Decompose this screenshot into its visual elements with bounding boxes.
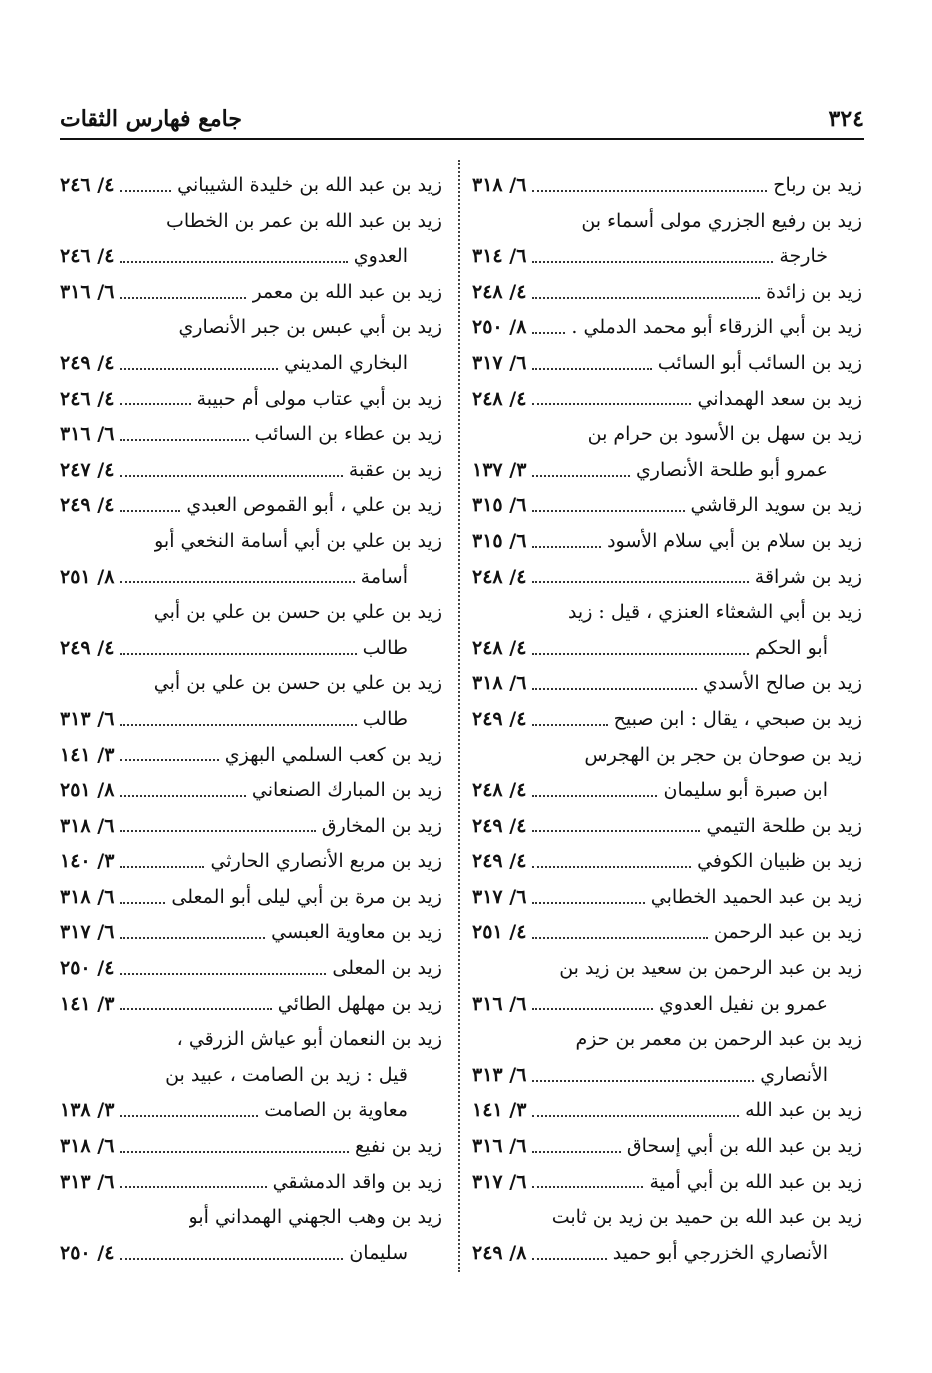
entry-name: زيد بن طلحة التيمي [706, 814, 862, 837]
index-entry [60, 987, 442, 1023]
leader-dots [120, 510, 180, 512]
entry-name: زيد بن أبي عتاب مولى أم حبيبة [196, 387, 442, 410]
leader-dots [120, 190, 171, 192]
entry-name: زيد بن عبد الله بن معمر [252, 280, 442, 303]
entry-name: خارجة [779, 245, 828, 268]
entry-reference: ٣/ ١٣٧ [472, 458, 527, 481]
entry-reference: ٤/ ٢٤٦ [60, 174, 115, 196]
index-entry [472, 1165, 862, 1201]
index-entry [60, 417, 442, 453]
leader-dots [532, 403, 691, 405]
index-entry [472, 844, 862, 880]
entry-name: زيد بن عطاء بن السائب [254, 423, 442, 446]
entry-reference: ٣/ ١٤١ [472, 1099, 527, 1122]
entry-name: زيد بن السائب أبو السائب [657, 351, 862, 374]
index-entry [472, 275, 862, 311]
entry-reference: ٤/ ٢٤٨ [472, 387, 527, 410]
entry-name: زيد بن مرة بن أبي ليلى أبو المعلى [171, 885, 442, 908]
leader-dots [532, 653, 749, 655]
index-entry [472, 1129, 862, 1165]
entry-reference: ٣/ ١٤١ [60, 992, 115, 1015]
leader-dots [120, 439, 248, 441]
entry-name: زيد بن النعمان أبو عياش الزرقي ، [176, 1028, 442, 1051]
index-entry [472, 168, 862, 204]
index-entry [60, 1200, 442, 1236]
leader-dots [120, 724, 356, 726]
entry-reference: ٦/ ٣١٣ [60, 1170, 115, 1193]
entry-name: زيد بن صالح الأسدي [702, 672, 862, 695]
leader-dots [120, 368, 278, 370]
entry-name: زيد بن علي بن أبي أسامة النخعي أبو [154, 529, 442, 552]
index-entry [472, 702, 862, 738]
leader-dots [120, 1008, 271, 1010]
entry-name: زيد بن كعب السلمي البهزي [224, 743, 442, 766]
entry-reference: ٦/ ٣١٦ [472, 992, 527, 1015]
entry-reference: ٤/ ٢٤٩ [472, 814, 527, 837]
index-entry [60, 1022, 442, 1058]
entry-name: زيد بن وهب الجهني الهمداني أبو [188, 1206, 442, 1229]
entry-name: زيد بن رفيع الجزري مولى أسماء بن [581, 209, 862, 232]
leader-dots [120, 261, 347, 263]
entry-reference: ٤/ ٢٤٩ [60, 351, 115, 374]
entry-reference: ٦/ ٣١٣ [60, 707, 115, 730]
index-entry [60, 168, 442, 204]
entry-name: زيد بن عبد الله بن حميد بن زيد بن ثابت [551, 1206, 862, 1229]
entry-name: زيد بن سويد الرقاشي [690, 494, 862, 517]
entry-name: زيد بن عبد الله بن خليدة الشيباني [177, 174, 442, 196]
entry-reference: ٦/ ٣١٨ [60, 1135, 115, 1158]
page-number: ٣٢٤ [828, 106, 864, 132]
entry-reference: ٦/ ٣١٨ [472, 672, 527, 695]
leader-dots [120, 1258, 343, 1260]
entry-name: عمرو أبو طلحة الأنصاري [635, 458, 828, 481]
index-entry [472, 524, 862, 560]
leader-dots [532, 866, 691, 868]
entry-name: زيد بن واقد الدمشقي [272, 1170, 442, 1193]
leader-dots [120, 759, 218, 761]
entry-name: زيد بن أبي الشعثاء العنزي ، قيل : زيد [567, 601, 862, 624]
leader-dots [532, 1080, 754, 1082]
entry-reference: ٦/ ٣١٨ [472, 174, 527, 196]
index-entry [60, 844, 442, 880]
entry-reference: ٣/ ١٤٠ [60, 850, 115, 873]
index-entry [60, 915, 442, 951]
index-entry [472, 239, 862, 275]
index-entry [60, 702, 442, 738]
entry-reference: ٦/ ٣١٤ [472, 245, 527, 268]
entry-name: زيد بن شراقة [754, 565, 862, 588]
entry-name: طالب [362, 707, 408, 730]
entry-name: زيد بن نفيع [354, 1135, 442, 1158]
entry-reference: ٨/ ٢٤٩ [472, 1241, 527, 1264]
leader-dots [532, 368, 651, 370]
index-entry [60, 560, 442, 596]
index-entry [60, 880, 442, 916]
entry-name: زيد بن سهل بن الأسود بن حرام بن [587, 423, 862, 446]
leader-dots [120, 937, 265, 939]
entry-reference: ٤/ ٢٤٧ [60, 458, 115, 481]
leader-dots [120, 830, 315, 832]
index-entry [60, 1165, 442, 1201]
entry-reference: ٣/ ١٣٨ [60, 1099, 115, 1122]
index-entry [60, 595, 442, 631]
leader-dots [120, 902, 165, 904]
entry-name: زيد بن علي بن حسن بن علي بن أبي [153, 672, 442, 695]
entry-name: العدوي [353, 245, 408, 268]
index-entry [60, 382, 442, 418]
entry-name: الأنصاري [760, 1063, 828, 1086]
leader-dots [532, 190, 767, 192]
entry-reference: ٤/ ٢٤٨ [472, 280, 527, 303]
index-entry [472, 631, 862, 667]
index-entry [472, 595, 862, 631]
index-entry [472, 880, 862, 916]
entry-name: زيد بن سلام بن أبي سلام الأسود [607, 529, 862, 552]
index-entry [472, 204, 862, 240]
entry-name: زيد بن المعلى [332, 957, 442, 980]
entry-name: زيد بن عبد الرحمن [713, 921, 862, 944]
index-entry [472, 488, 862, 524]
entry-name: زيد بن عبد الله بن أبي أمية [649, 1170, 862, 1193]
index-entry [60, 524, 442, 560]
index-entry [472, 346, 862, 382]
entry-name: زيد بن صوحان بن حجر بن الهجرس [584, 743, 862, 766]
leader-dots [532, 1115, 739, 1117]
entry-name: زيد بن المخارق [321, 814, 442, 837]
entry-name: زيد بن المبارك الصنعاني [251, 779, 442, 802]
index-entry [472, 809, 862, 845]
entry-reference: ٤/ ٢٤٦ [60, 387, 115, 410]
leader-dots [532, 1186, 643, 1188]
entry-reference: ٣/ ١٤١ [60, 743, 115, 766]
entry-reference: ٤/ ٢٤٩ [472, 707, 527, 730]
index-entry [472, 382, 862, 418]
index-entry [60, 631, 442, 667]
entry-name: زيد بن مهلهل الطائي [277, 992, 442, 1015]
entry-name: ابن صبرة أبو سليمان [663, 779, 828, 802]
index-entry [472, 1236, 862, 1272]
leader-dots [532, 546, 601, 548]
index-entry [472, 310, 862, 346]
entry-reference: ٨/ ٢٥٠ [472, 316, 527, 339]
column-divider [458, 160, 460, 1272]
entry-reference: ٤/ ٢٤٨ [472, 779, 527, 802]
index-entry [472, 738, 862, 774]
entry-name: أبو الحكم [755, 636, 828, 659]
entry-name: زيد بن عبد الرحمن بن معمر بن حزم [575, 1028, 862, 1051]
index-entry [60, 809, 442, 845]
entry-name: طالب [362, 636, 408, 659]
leader-dots [532, 297, 760, 299]
index-entry [60, 738, 442, 774]
entry-name: سليمان [349, 1241, 408, 1264]
leader-dots [532, 830, 700, 832]
leader-dots [120, 403, 190, 405]
entry-name: زيد بن عقبة [348, 458, 442, 481]
book-title: جامع فهارس الثقات [60, 106, 242, 132]
index-entry [472, 560, 862, 596]
entry-reference: ٤/ ٢٥١ [472, 921, 527, 944]
index-entry [472, 666, 862, 702]
leader-dots [532, 261, 773, 263]
entry-name: زيد بن عبد الله بن أبي إسحاق [626, 1135, 862, 1158]
leader-dots [120, 1151, 349, 1153]
leader-dots [532, 332, 565, 334]
index-entry [472, 951, 862, 987]
entry-name: البخاري المديني [284, 351, 408, 374]
index-entry [60, 1093, 442, 1129]
leader-dots [120, 973, 326, 975]
entry-name: زيد بن أبي الزرقاء أبو محمد الدملي . [571, 316, 862, 339]
entry-name: زيد بن معاوية العبسي [271, 921, 442, 944]
entry-name: عمرو بن نفيل العدوي [658, 992, 828, 1015]
leader-dots [120, 866, 204, 868]
leader-dots [120, 1115, 258, 1117]
entry-name: معاوية بن الصامت [264, 1099, 408, 1122]
entry-name: زيد بن أبي عبس بن جبر الأنصاري [178, 316, 442, 339]
index-entry [472, 417, 862, 453]
entry-name: زيد بن عبد الحميد الخطابي [650, 885, 862, 908]
entry-reference: ٦/ ٣١٧ [60, 921, 115, 944]
leader-dots [120, 475, 342, 477]
entry-reference: ٦/ ٣١٦ [472, 1135, 527, 1158]
entry-name: زيد بن رباح [773, 174, 862, 196]
entry-name: زيد بن عبد الله بن عمر بن الخطاب [166, 209, 442, 232]
entry-name: زيد بن عبد الله [745, 1099, 862, 1122]
index-column-right [472, 168, 862, 1271]
index-entry [472, 915, 862, 951]
entry-reference: ٤/ ٢٥٠ [60, 957, 115, 980]
entry-name: الأنصاري الخزرجي أبو حميد [612, 1241, 828, 1264]
entry-reference: ٤/ ٢٥٠ [60, 1241, 115, 1264]
index-entry [472, 453, 862, 489]
entry-reference: ٦/ ٣١٣ [472, 1063, 527, 1086]
leader-dots [532, 581, 748, 583]
entry-name: زيد بن سعد الهمداني [697, 387, 862, 410]
entry-reference: ٤/ ٢٤٦ [60, 245, 115, 268]
entry-name: زيد بن علي بن حسن بن علي بن أبي [153, 601, 442, 624]
header-rule [60, 138, 864, 140]
entry-reference: ٦/ ٣١٧ [472, 1170, 527, 1193]
entry-reference: ٦/ ٣١٥ [472, 494, 527, 517]
entry-name: زيد بن عبد الرحمن بن سعيد بن زيد بن [559, 957, 862, 980]
leader-dots [120, 1186, 266, 1188]
entry-reference: ٨/ ٢٥١ [60, 779, 115, 802]
index-entry [60, 275, 442, 311]
index-entry [60, 1129, 442, 1165]
leader-dots [532, 475, 630, 477]
entry-reference: ٦/ ٣١٨ [60, 814, 115, 837]
entry-reference: ٨/ ٢٥١ [60, 565, 115, 588]
index-column-left [60, 168, 442, 1271]
index-entry [472, 1200, 862, 1236]
entry-reference: ٦/ ٣١٧ [472, 351, 527, 374]
page-header [60, 92, 864, 132]
entry-reference: ٦/ ٣١٧ [472, 885, 527, 908]
entry-reference: ٦/ ٣١٦ [60, 423, 115, 446]
entry-reference: ٤/ ٢٤٩ [60, 636, 115, 659]
entry-reference: ٦/ ٣١٥ [472, 529, 527, 552]
index-entry [472, 773, 862, 809]
leader-dots [532, 902, 644, 904]
entry-reference: ٤/ ٢٤٨ [472, 636, 527, 659]
leader-dots [532, 688, 696, 690]
index-entry [60, 1236, 442, 1272]
leader-dots [532, 795, 657, 797]
leader-dots [532, 937, 707, 939]
entry-name: زيد بن صبحي ، يقال : ابن صبيح [613, 707, 862, 730]
index-entry [472, 1093, 862, 1129]
leader-dots [532, 724, 607, 726]
entry-name: زيد بن زائدة [766, 280, 862, 303]
leader-dots [120, 795, 246, 797]
entry-name: أسامة [360, 565, 408, 588]
leader-dots [532, 1151, 620, 1153]
leader-dots [120, 297, 246, 299]
entry-name: زيد بن مربع الأنصاري الحارثي [210, 850, 442, 873]
index-entry [472, 987, 862, 1023]
index-entry [472, 1058, 862, 1094]
entry-name: زيد بن ظبيان الكوفي [697, 850, 862, 873]
entry-reference: ٤/ ٢٤٩ [472, 850, 527, 873]
index-entry [60, 1058, 442, 1094]
leader-dots [532, 510, 684, 512]
index-entry [60, 488, 442, 524]
entry-reference: ٤/ ٢٤٨ [472, 565, 527, 588]
index-entry [60, 310, 442, 346]
index-entry [472, 1022, 862, 1058]
entry-reference: ٤/ ٢٤٩ [60, 494, 115, 517]
leader-dots [120, 653, 356, 655]
entry-name: زيد بن علي ، أبو القموص العبدي [186, 494, 442, 517]
entry-name: قيل : زيد بن الصامت ، عبيد بن [165, 1063, 408, 1086]
entry-reference: ٦/ ٣١٨ [60, 885, 115, 908]
index-entry [60, 773, 442, 809]
leader-dots [120, 581, 354, 583]
entry-reference: ٦/ ٣١٦ [60, 280, 115, 303]
index-entry [60, 453, 442, 489]
index-entry [60, 346, 442, 382]
index-entry [60, 204, 442, 240]
index-entry [60, 666, 442, 702]
leader-dots [532, 1008, 652, 1010]
leader-dots [532, 1258, 606, 1260]
index-entry [60, 239, 442, 275]
index-entry [60, 951, 442, 987]
